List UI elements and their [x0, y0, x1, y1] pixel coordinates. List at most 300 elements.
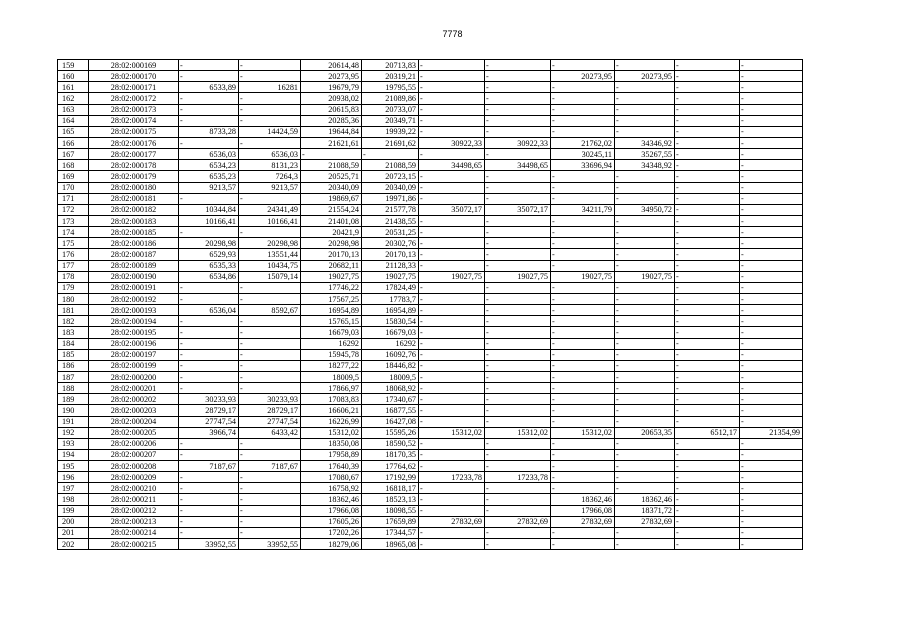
cadastral-number-cell: 28:02:000176: [89, 137, 179, 148]
value-cell: -: [419, 126, 485, 137]
value-cell: 20298,98: [301, 238, 362, 249]
value-cell: -: [485, 260, 551, 271]
value-cell: -: [740, 405, 803, 416]
value-cell: -: [551, 305, 615, 316]
value-cell: 10166,41: [239, 215, 301, 226]
value-cell: 18362,46: [615, 494, 675, 505]
value-cell: 19679,79: [301, 82, 362, 93]
value-cell: -: [740, 249, 803, 260]
value-cell: -: [551, 394, 615, 405]
value-cell: -: [419, 383, 485, 394]
value-cell: -: [179, 227, 239, 238]
value-cell: 15312,02: [485, 427, 551, 438]
cadastral-number-cell: 28:02:000204: [89, 416, 179, 427]
value-cell: -: [675, 182, 740, 193]
value-cell: 17233,78: [485, 472, 551, 483]
table-row: [58, 115, 803, 126]
value-cell: 16606,21: [301, 405, 362, 416]
value-cell: -: [419, 327, 485, 338]
value-cell: -: [675, 416, 740, 427]
value-cell: -: [419, 438, 485, 449]
value-cell: -: [485, 394, 551, 405]
value-cell: -: [239, 93, 301, 104]
value-cell: -: [551, 238, 615, 249]
cadastral-number-cell: 28:02:000180: [89, 182, 179, 193]
row-number-cell: 182: [58, 316, 89, 327]
value-cell: 17640,39: [301, 461, 362, 472]
value-cell: -: [485, 305, 551, 316]
value-cell: -: [419, 338, 485, 349]
value-cell: 18068,92: [362, 383, 419, 394]
value-cell: -: [615, 126, 675, 137]
value-cell: -: [740, 539, 803, 550]
value-cell: -: [615, 539, 675, 550]
value-cell: -: [615, 215, 675, 226]
value-cell: -: [179, 327, 239, 338]
value-cell: -: [179, 93, 239, 104]
value-cell: -: [740, 160, 803, 171]
value-cell: 30233,93: [179, 394, 239, 405]
value-cell: 21577,78: [362, 204, 419, 215]
value-cell: 18590,52: [362, 438, 419, 449]
value-cell: -: [239, 327, 301, 338]
value-cell: -: [675, 305, 740, 316]
value-cell: -: [551, 82, 615, 93]
value-cell: 19644,84: [301, 126, 362, 137]
row-number-cell: 188: [58, 383, 89, 394]
cadastral-number-cell: 28:02:000205: [89, 427, 179, 438]
value-cell: -: [675, 472, 740, 483]
value-cell: 15079,14: [239, 271, 301, 282]
value-cell: 6533,89: [179, 82, 239, 93]
value-cell: 16292: [301, 338, 362, 349]
value-cell: 33952,55: [179, 539, 239, 550]
value-cell: 6535,23: [179, 171, 239, 182]
value-cell: -: [675, 316, 740, 327]
value-cell: -: [485, 327, 551, 338]
value-cell: 30922,33: [485, 137, 551, 148]
value-cell: -: [419, 249, 485, 260]
value-cell: -: [485, 193, 551, 204]
value-cell: 20615,83: [301, 104, 362, 115]
value-cell: 18371,72: [615, 505, 675, 516]
row-number-cell: 184: [58, 338, 89, 349]
value-cell: -: [740, 338, 803, 349]
value-cell: -: [551, 483, 615, 494]
value-cell: -: [675, 338, 740, 349]
value-cell: -: [675, 71, 740, 82]
value-cell: -: [675, 527, 740, 538]
value-cell: -: [740, 149, 803, 160]
value-cell: 16281: [239, 82, 301, 93]
value-cell: -: [419, 60, 485, 71]
value-cell: -: [485, 227, 551, 238]
value-cell: -: [675, 82, 740, 93]
row-number-cell: 164: [58, 115, 89, 126]
value-cell: 21401,08: [301, 215, 362, 226]
value-cell: -: [419, 82, 485, 93]
value-cell: -: [179, 516, 239, 527]
value-cell: -: [675, 327, 740, 338]
value-cell: -: [485, 293, 551, 304]
value-cell: -: [675, 104, 740, 115]
cadastral-number-cell: 28:02:000185: [89, 227, 179, 238]
value-cell: 19869,67: [301, 193, 362, 204]
value-cell: -: [675, 405, 740, 416]
value-cell: -: [615, 394, 675, 405]
row-number-cell: 181: [58, 305, 89, 316]
value-cell: 21354,99: [740, 427, 803, 438]
value-cell: 34498,65: [485, 160, 551, 171]
value-cell: -: [419, 405, 485, 416]
value-cell: -: [615, 93, 675, 104]
value-cell: -: [239, 360, 301, 371]
value-cell: 7264,3: [239, 171, 301, 182]
value-cell: -: [239, 60, 301, 71]
cadastral-number-cell: 28:02:000201: [89, 383, 179, 394]
value-cell: 20938,02: [301, 93, 362, 104]
table-row: [58, 82, 803, 93]
value-cell: -: [551, 260, 615, 271]
cadastral-number-cell: 28:02:000182: [89, 204, 179, 215]
value-cell: 21088,59: [301, 160, 362, 171]
value-cell: -: [179, 360, 239, 371]
value-cell: 27747,54: [179, 416, 239, 427]
value-cell: -: [485, 149, 551, 160]
value-cell: -: [615, 483, 675, 494]
value-cell: 6536,03: [239, 149, 301, 160]
value-cell: 21088,59: [362, 160, 419, 171]
table-row: [58, 394, 803, 405]
value-cell: -: [485, 494, 551, 505]
table-row: [58, 316, 803, 327]
value-cell: -: [551, 449, 615, 460]
cadastral-number-cell: 28:02:000193: [89, 305, 179, 316]
value-cell: 35072,17: [419, 204, 485, 215]
value-cell: -: [675, 394, 740, 405]
value-cell: -: [239, 472, 301, 483]
value-cell: -: [485, 405, 551, 416]
value-cell: -: [485, 238, 551, 249]
value-cell: 16818,17: [362, 483, 419, 494]
value-cell: -: [179, 483, 239, 494]
value-cell: 17083,83: [301, 394, 362, 405]
value-cell: -: [485, 249, 551, 260]
cadastral-number-cell: 28:02:000192: [89, 293, 179, 304]
value-cell: -: [419, 371, 485, 382]
value-cell: 9213,57: [239, 182, 301, 193]
value-cell: -: [551, 215, 615, 226]
value-cell: -: [615, 249, 675, 260]
cadastral-number-cell: 28:02:000191: [89, 282, 179, 293]
row-number-cell: 190: [58, 405, 89, 416]
value-cell: -: [615, 316, 675, 327]
value-cell: -: [675, 516, 740, 527]
value-cell: -: [419, 193, 485, 204]
value-cell: -: [675, 204, 740, 215]
cadastral-number-cell: 28:02:000187: [89, 249, 179, 260]
table-row: [58, 505, 803, 516]
value-cell: 30245,11: [551, 149, 615, 160]
row-number-cell: 159: [58, 60, 89, 71]
value-cell: 16679,03: [301, 327, 362, 338]
value-cell: -: [239, 71, 301, 82]
table-row: [58, 171, 803, 182]
cadastral-number-cell: 28:02:000202: [89, 394, 179, 405]
value-cell: -: [485, 282, 551, 293]
value-cell: 17958,89: [301, 449, 362, 460]
value-cell: 16226,99: [301, 416, 362, 427]
cadastral-number-cell: 28:02:000203: [89, 405, 179, 416]
value-cell: 15312,02: [301, 427, 362, 438]
value-cell: -: [740, 371, 803, 382]
value-cell: -: [740, 527, 803, 538]
row-number-cell: 179: [58, 282, 89, 293]
value-cell: 20285,36: [301, 115, 362, 126]
value-cell: 20723,15: [362, 171, 419, 182]
value-cell: -: [551, 171, 615, 182]
row-number-cell: 177: [58, 260, 89, 271]
value-cell: -: [551, 327, 615, 338]
value-cell: 16954,89: [362, 305, 419, 316]
value-cell: -: [419, 483, 485, 494]
value-cell: -: [675, 461, 740, 472]
value-cell: 33952,55: [239, 539, 301, 550]
value-cell: -: [615, 193, 675, 204]
value-cell: -: [675, 371, 740, 382]
row-number-cell: 196: [58, 472, 89, 483]
value-cell: 34346,92: [615, 137, 675, 148]
value-cell: -: [551, 193, 615, 204]
value-cell: -: [740, 71, 803, 82]
value-cell: -: [485, 82, 551, 93]
value-cell: 17080,67: [301, 472, 362, 483]
value-cell: -: [740, 260, 803, 271]
table-row: [58, 539, 803, 550]
value-cell: -: [179, 282, 239, 293]
value-cell: -: [675, 115, 740, 126]
row-number-cell: 175: [58, 238, 89, 249]
table-row: [58, 227, 803, 238]
value-cell: 15765,15: [301, 316, 362, 327]
value-cell: 7187,67: [179, 461, 239, 472]
value-cell: -: [239, 505, 301, 516]
value-cell: 28729,17: [239, 405, 301, 416]
value-cell: -: [485, 383, 551, 394]
value-cell: -: [740, 293, 803, 304]
table-row: [58, 338, 803, 349]
cadastral-number-cell: 28:02:000178: [89, 160, 179, 171]
value-cell: 17344,57: [362, 527, 419, 538]
table-row: [58, 371, 803, 382]
value-cell: 27832,69: [551, 516, 615, 527]
value-cell: 19027,75: [615, 271, 675, 282]
value-cell: -: [740, 271, 803, 282]
value-cell: -: [239, 349, 301, 360]
cadastral-number-cell: 28:02:000179: [89, 171, 179, 182]
value-cell: 17746,22: [301, 282, 362, 293]
value-cell: -: [179, 438, 239, 449]
value-cell: -: [551, 539, 615, 550]
value-cell: 10344,84: [179, 204, 239, 215]
value-cell: 20421,9: [301, 227, 362, 238]
value-cell: -: [675, 137, 740, 148]
value-cell: 18362,46: [551, 494, 615, 505]
value-cell: 30233,93: [239, 394, 301, 405]
value-cell: -: [740, 505, 803, 516]
value-cell: -: [419, 115, 485, 126]
cadastral-number-cell: 28:02:000177: [89, 149, 179, 160]
value-cell: 19971,86: [362, 193, 419, 204]
row-number-cell: 199: [58, 505, 89, 516]
table-row: [58, 104, 803, 115]
value-cell: -: [485, 461, 551, 472]
page-number: 7778: [442, 29, 463, 39]
value-cell: -: [485, 349, 551, 360]
value-cell: -: [615, 438, 675, 449]
row-number-cell: 169: [58, 171, 89, 182]
row-number-cell: 165: [58, 126, 89, 137]
cadastral-number-cell: 28:02:000169: [89, 60, 179, 71]
value-cell: -: [615, 449, 675, 460]
value-cell: 15945,78: [301, 349, 362, 360]
table-row: [58, 271, 803, 282]
table-row: [58, 215, 803, 226]
value-cell: -: [551, 316, 615, 327]
value-cell: -: [239, 527, 301, 538]
value-cell: 18170,35: [362, 449, 419, 460]
row-number-cell: 197: [58, 483, 89, 494]
value-cell: 6529,93: [179, 249, 239, 260]
value-cell: -: [419, 227, 485, 238]
value-cell: 10166,41: [179, 215, 239, 226]
value-cell: -: [740, 204, 803, 215]
cadastral-number-cell: 28:02:000200: [89, 371, 179, 382]
value-cell: -: [362, 149, 419, 160]
value-cell: 20525,71: [301, 171, 362, 182]
value-cell: -: [485, 505, 551, 516]
value-cell: -: [551, 282, 615, 293]
value-cell: -: [615, 305, 675, 316]
value-cell: -: [740, 483, 803, 494]
value-cell: -: [615, 282, 675, 293]
row-number-cell: 186: [58, 360, 89, 371]
value-cell: -: [615, 104, 675, 115]
row-number-cell: 202: [58, 539, 89, 550]
cadastral-number-cell: 28:02:000209: [89, 472, 179, 483]
row-number-cell: 194: [58, 449, 89, 460]
value-cell: 19027,75: [301, 271, 362, 282]
value-cell: 20340,09: [362, 182, 419, 193]
value-cell: 21128,33: [362, 260, 419, 271]
table-row: [58, 483, 803, 494]
value-cell: -: [239, 137, 301, 148]
value-cell: -: [551, 461, 615, 472]
value-cell: -: [485, 71, 551, 82]
value-cell: -: [239, 371, 301, 382]
table-row: [58, 516, 803, 527]
value-cell: -: [239, 115, 301, 126]
value-cell: 17966,08: [551, 505, 615, 516]
value-cell: -: [551, 472, 615, 483]
value-cell: 6433,42: [239, 427, 301, 438]
value-cell: -: [419, 527, 485, 538]
value-cell: 17605,26: [301, 516, 362, 527]
value-cell: 8131,23: [239, 160, 301, 171]
value-cell: -: [419, 93, 485, 104]
value-cell: -: [485, 360, 551, 371]
value-cell: 20713,83: [362, 60, 419, 71]
value-cell: -: [485, 483, 551, 494]
cadastral-number-cell: 28:02:000172: [89, 93, 179, 104]
value-cell: -: [740, 282, 803, 293]
value-cell: -: [740, 394, 803, 405]
value-cell: 18277,22: [301, 360, 362, 371]
row-number-cell: 168: [58, 160, 89, 171]
value-cell: 19027,75: [419, 271, 485, 282]
value-cell: -: [485, 539, 551, 550]
value-cell: 15830,54: [362, 316, 419, 327]
value-cell: -: [419, 149, 485, 160]
value-cell: -: [675, 249, 740, 260]
value-cell: -: [615, 171, 675, 182]
row-number-cell: 187: [58, 371, 89, 382]
row-number-cell: 180: [58, 293, 89, 304]
value-cell: 14424,59: [239, 126, 301, 137]
value-cell: 13551,44: [239, 249, 301, 260]
table-row: [58, 182, 803, 193]
value-cell: 7187,67: [239, 461, 301, 472]
value-cell: -: [740, 93, 803, 104]
value-cell: -: [615, 293, 675, 304]
table-row: [58, 427, 803, 438]
row-number-cell: 191: [58, 416, 89, 427]
value-cell: -: [485, 126, 551, 137]
value-cell: -: [485, 449, 551, 460]
value-cell: 21554,24: [301, 204, 362, 215]
value-cell: -: [485, 60, 551, 71]
value-cell: -: [485, 316, 551, 327]
table-row: [58, 260, 803, 271]
table-row: [58, 438, 803, 449]
value-cell: 16877,55: [362, 405, 419, 416]
value-cell: -: [551, 438, 615, 449]
value-cell: -: [740, 238, 803, 249]
value-cell: -: [675, 438, 740, 449]
value-cell: -: [419, 171, 485, 182]
cadastral-number-cell: 28:02:000174: [89, 115, 179, 126]
value-cell: -: [740, 305, 803, 316]
value-cell: -: [419, 449, 485, 460]
value-cell: 27832,69: [419, 516, 485, 527]
value-cell: -: [675, 271, 740, 282]
value-cell: 8733,28: [179, 126, 239, 137]
value-cell: 18965,08: [362, 539, 419, 550]
row-number-cell: 185: [58, 349, 89, 360]
value-cell: -: [179, 472, 239, 483]
row-number-cell: 166: [58, 137, 89, 148]
value-cell: -: [740, 438, 803, 449]
value-cell: 19027,75: [485, 271, 551, 282]
value-cell: -: [239, 193, 301, 204]
cadastral-number-cell: 28:02:000211: [89, 494, 179, 505]
value-cell: 20170,13: [362, 249, 419, 260]
value-cell: -: [675, 349, 740, 360]
value-cell: -: [239, 293, 301, 304]
value-cell: -: [551, 371, 615, 382]
table-row: [58, 137, 803, 148]
table-row: [58, 416, 803, 427]
